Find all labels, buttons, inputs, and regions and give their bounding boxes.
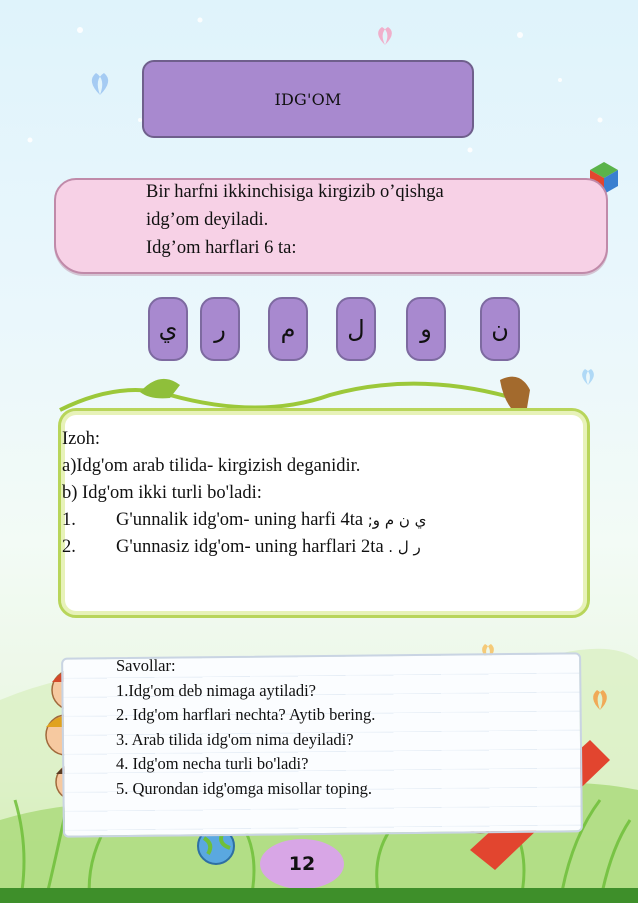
question-item: 1.Idg'om deb nimaga aytiladi?	[116, 680, 316, 700]
note-item-1-number: 1.	[62, 510, 76, 530]
letter-tab-mim: م	[268, 297, 308, 361]
questions-heading: Savollar:	[116, 656, 176, 675]
note-item-1	[62, 507, 582, 534]
note-item-2-arabic: ر ل .	[388, 538, 421, 556]
note-item-2	[62, 534, 582, 561]
ground-strip	[0, 888, 638, 903]
question-item: 3. Arab tilida idg'om nima deyiladi?	[116, 729, 354, 749]
question-item: 4. Idg'om necha turli bo'ladi?	[116, 754, 309, 773]
letter-tab-nun: ن	[480, 297, 520, 361]
definition-line-2: idg’om deyiladi.	[146, 210, 269, 230]
letter-tab-ya: ي	[148, 297, 188, 361]
note-item-1-text: G'unnalik idg'om- uning harfi 4ta	[116, 510, 364, 530]
question-item: 2. Idg'om harflari nechta? Aytib bering.	[116, 705, 376, 724]
title-box	[142, 60, 474, 138]
note-item-2-text: G'unnasiz idg'om- uning harflari 2ta	[116, 537, 384, 557]
definition-text	[146, 178, 586, 262]
question-item: 5. Qurondan idg'omga misollar toping.	[116, 778, 372, 798]
note-text	[62, 426, 582, 561]
note-item-2-number: 2.	[62, 537, 76, 557]
letter-tab-waw: و	[406, 297, 446, 361]
definition-line-1: Bir harfni ikkinchisiga kirgizib o’qishga	[146, 182, 444, 202]
page-title: IDG'OM	[274, 89, 342, 109]
page-number: 12	[288, 853, 316, 875]
note-line-b: b) Idg'om ikki turli bo'ladi:	[62, 483, 262, 503]
letter-tab-lam: ل	[336, 297, 376, 361]
letter-tab-ra: ر	[200, 297, 240, 361]
note-line-a: a)Idg'om arab tilida- kirgizish deganidir.	[62, 456, 361, 476]
definition-line-3: Idg’om harflari 6 ta:	[146, 238, 297, 258]
note-item-1-arabic: ي ن م و;	[367, 511, 427, 529]
note-heading: Izoh:	[62, 429, 101, 449]
page-number-badge	[260, 839, 344, 889]
questions-list	[116, 654, 556, 801]
